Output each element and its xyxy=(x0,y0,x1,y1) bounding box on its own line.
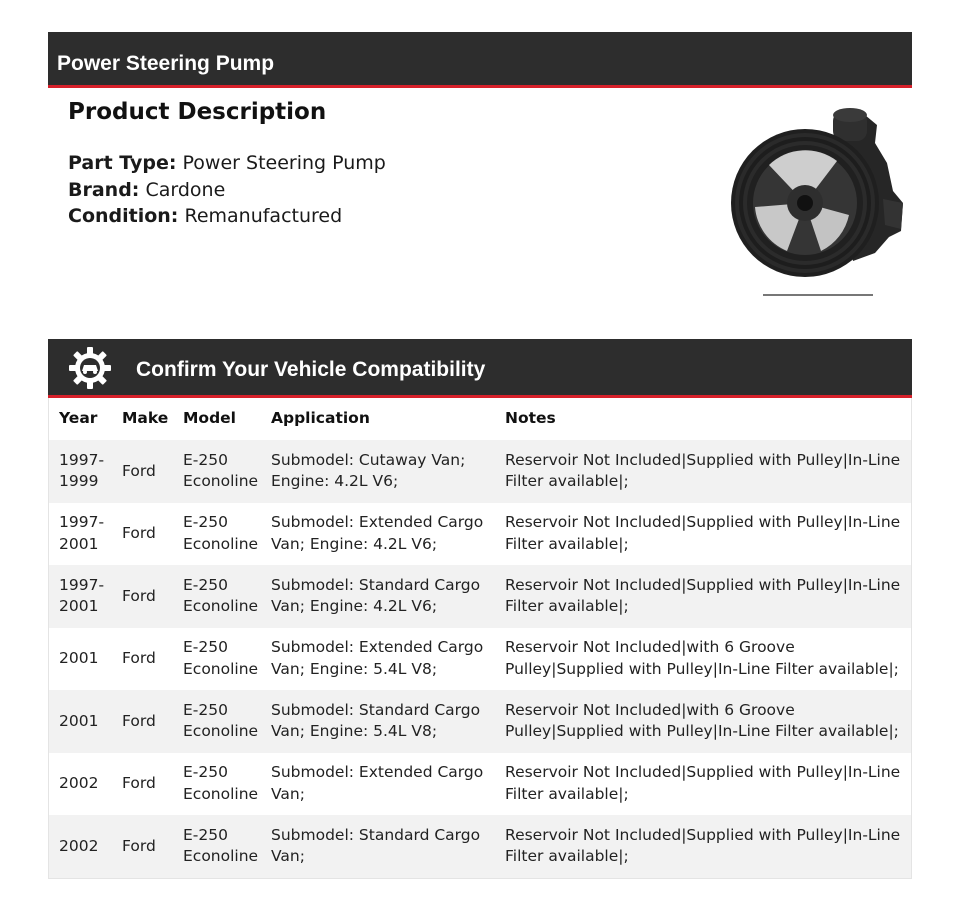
cell-make: Ford xyxy=(112,815,173,878)
cell-notes: Reservoir Not Included|with 6 Groove Pulley|Supplied with Pulley|In-Line Filter available|; xyxy=(495,690,911,753)
cell-model: E-250 Econoline xyxy=(173,753,261,816)
cell-notes: Reservoir Not Included|Supplied with Pulley|In-Line Filter available|; xyxy=(495,753,911,816)
table-row xyxy=(49,690,911,753)
cell-year: 1997-2001 xyxy=(49,565,112,628)
table-header-row xyxy=(49,398,911,440)
condition-value: Remanufactured xyxy=(184,205,343,227)
cell-make: Ford xyxy=(112,503,173,566)
brand-row xyxy=(68,177,386,204)
column-header-year: Year xyxy=(59,409,98,428)
cell-application: Submodel: Standard Cargo Van; Engine: 4.2L V6; xyxy=(261,565,495,628)
brand-label: Brand: xyxy=(68,178,140,201)
cell-application: Submodel: Extended Cargo Van; xyxy=(261,753,495,816)
cell-model: E-250 Econoline xyxy=(173,690,261,753)
cell-year: 2001 xyxy=(49,690,112,753)
column-header-model: Model xyxy=(183,409,236,428)
cell-notes: Reservoir Not Included|Supplied with Pulley|In-Line Filter available|; xyxy=(495,565,911,628)
cell-make: Ford xyxy=(112,753,173,816)
table-row xyxy=(49,503,911,566)
part-type-row xyxy=(68,150,386,177)
compatibility-title: Confirm Your Vehicle Compatibility xyxy=(136,358,486,381)
description-heading: Product Description xyxy=(68,99,327,125)
column-header-make: Make xyxy=(122,409,169,428)
cell-model: E-250 Econoline xyxy=(173,503,261,566)
cell-application: Submodel: Extended Cargo Van; Engine: 5.4L V8; xyxy=(261,628,495,691)
cell-notes: Reservoir Not Included|Supplied with Pulley|In-Line Filter available|; xyxy=(495,440,911,503)
table-row xyxy=(49,628,911,691)
cell-notes: Reservoir Not Included|Supplied with Pulley|In-Line Filter available|; xyxy=(495,503,911,566)
cell-year: 2002 xyxy=(49,815,112,878)
product-image xyxy=(725,103,915,303)
table-row xyxy=(49,815,911,878)
cell-make: Ford xyxy=(112,440,173,503)
table-row xyxy=(49,753,911,816)
cell-make: Ford xyxy=(112,690,173,753)
table-row xyxy=(49,565,911,628)
cell-notes: Reservoir Not Included|Supplied with Pulley|In-Line Filter available|; xyxy=(495,815,911,878)
cell-model: E-250 Econoline xyxy=(173,440,261,503)
condition-row xyxy=(68,203,386,230)
cell-application: Submodel: Cutaway Van; Engine: 4.2L V6; xyxy=(261,440,495,503)
cell-model: E-250 Econoline xyxy=(173,565,261,628)
part-type-value: Power Steering Pump xyxy=(182,152,386,174)
cell-make: Ford xyxy=(112,628,173,691)
cell-model: E-250 Econoline xyxy=(173,815,261,878)
cell-make: Ford xyxy=(112,565,173,628)
product-title-bar xyxy=(48,32,912,88)
cell-application: Submodel: Standard Cargo Van; xyxy=(261,815,495,878)
description-list xyxy=(68,150,386,230)
table-row xyxy=(49,440,911,503)
cell-application: Submodel: Extended Cargo Van; Engine: 4.2L V6; xyxy=(261,503,495,566)
cell-model: E-250 Econoline xyxy=(173,628,261,691)
condition-label: Condition: xyxy=(68,205,179,227)
cell-year: 2002 xyxy=(49,753,112,816)
cell-application: Submodel: Standard Cargo Van; Engine: 5.4L V8; xyxy=(261,690,495,753)
cell-year: 2001 xyxy=(49,628,112,691)
compatibility-bar xyxy=(48,339,912,398)
brand-value: Cardone xyxy=(145,178,226,201)
column-header-application: Application xyxy=(271,409,370,428)
column-header-notes: Notes xyxy=(505,409,556,428)
product-title: Power Steering Pump xyxy=(57,52,275,75)
cell-year: 1997-1999 xyxy=(49,440,112,503)
compatibility-table xyxy=(48,398,912,879)
cell-year: 1997-2001 xyxy=(49,503,112,566)
cell-notes: Reservoir Not Included|with 6 Groove Pulley|Supplied with Pulley|In-Line Filter available|; xyxy=(495,628,911,691)
gear-car-icon xyxy=(68,346,112,390)
part-type-label: Part Type: xyxy=(68,152,177,174)
